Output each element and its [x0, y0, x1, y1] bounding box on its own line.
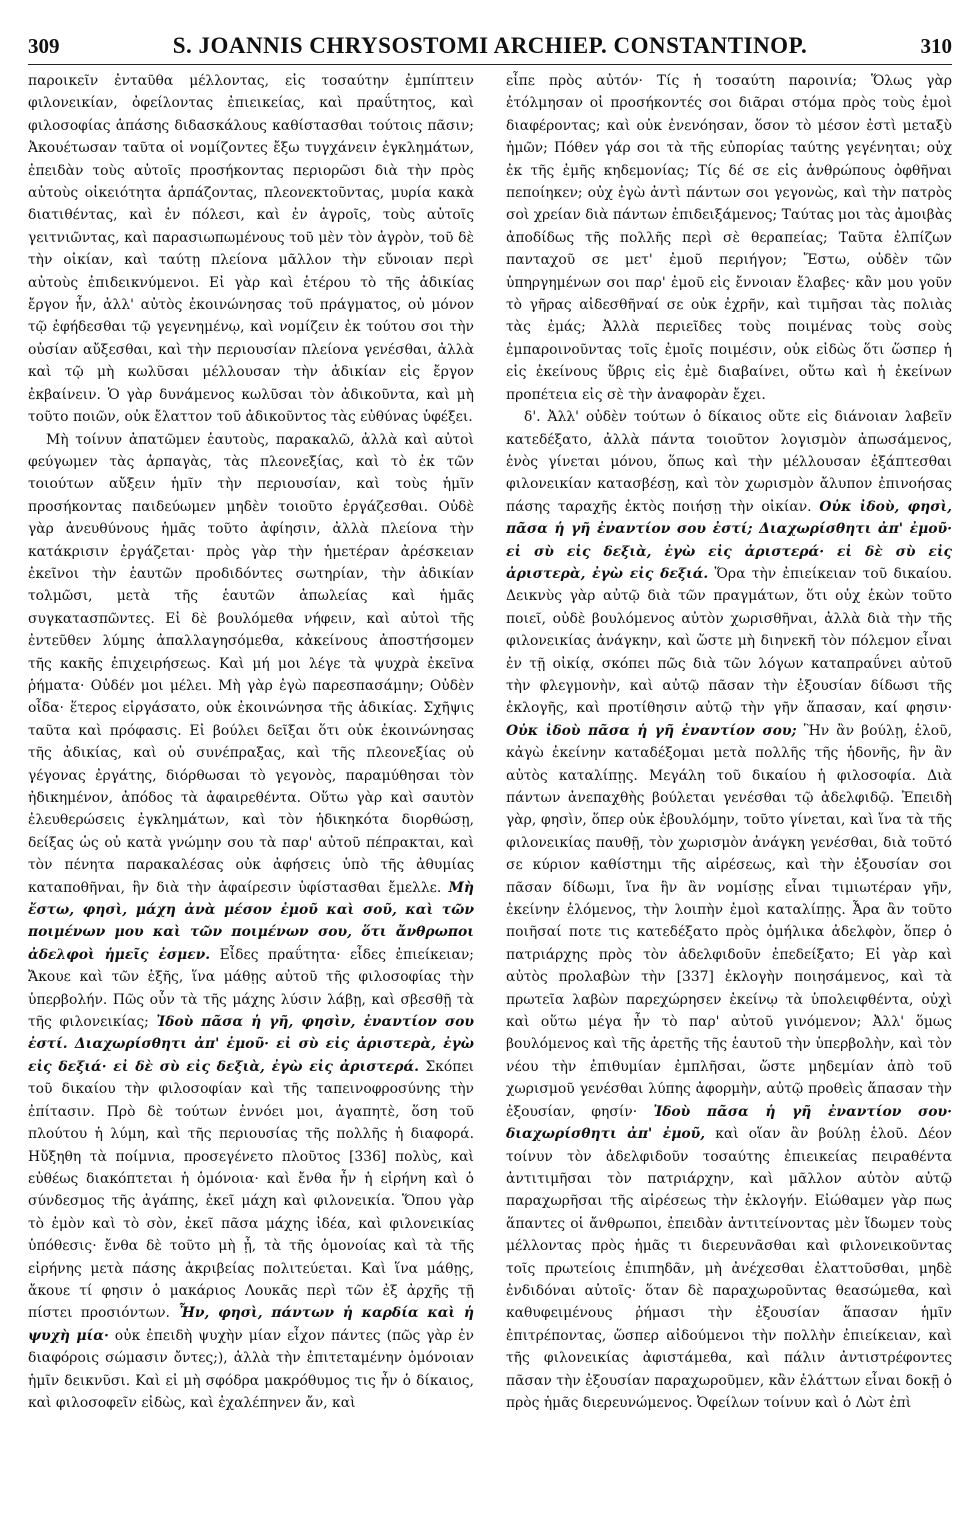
paragraph	[506, 406, 952, 1414]
text-run: δ'. Ἀλλ' οὐδὲν τούτων ὁ δίκαιος οὔτε εἰς διάνοιαν λαβεῖν κατεδέξατο, ἀλλὰ πάντα τοιοῦτον λογισμὸν ἀπωσάμενος, ἑνὸς γίνεται μόνου, ὅπως καὶ τὴν μέλλουσαν ἐξάπτεσθαι φιλονεικίαν κατασβέσῃ, καὶ τὸν χωρισμὸν ἄλυπον ἐπινοήσας πάσης ταραχῆς ἐκτὸς ποιήσῃ τὴν οἰκίαν.	[506, 409, 952, 515]
scripture-quote: Ἦν, φησὶ, πάντων ἡ καρδία καὶ ἡ ψυχὴ μία·	[28, 1305, 474, 1344]
scripture-quote: Οὐκ ἰδοὺ, φησὶ, πᾶσα ἡ γῆ ἐναντίον σου ἐστί; Διαχωρίσθητι ἀπ' ἐμοῦ· εἰ σὺ εἰς δεξιὰ, ἐγὼ εἰς ἀριστερά· εἰ δὲ σὺ εἰς ἀριστερὰ, ἐγὼ εἰς δεξιά.	[506, 498, 952, 582]
paragraph-continued	[506, 70, 952, 406]
right-column	[506, 70, 952, 1520]
page-number-left: 309	[28, 33, 60, 58]
page-number-right: 310	[920, 33, 952, 58]
text-run: οὐκ ἐπειδὴ ψυχὴν μίαν εἶχον πάντες (πῶς γὰρ ἐν διαφόροις σώμασιν ὄντες;), ἀλλὰ τὴν ἐπιτεταμένην ὁμόνοιαν ἡμῖν δεικνῦσι. Καὶ εἰ μὴ σφόδρα μακρόθυμος τις ἦν ὁ δίκαιος, καὶ φιλοσοφεῖν εἰδὼς, καὶ ἐχαλέπηνεν ἄν, καὶ	[28, 1327, 474, 1411]
paragraph	[28, 429, 474, 1415]
scripture-quote: Ἰδοὺ πᾶσα ἡ γῆ ἐναντίον σου· διαχωρίσθητι ἀπ' ἐμοῦ,	[506, 1103, 952, 1143]
text-run: Ἣν ἂν βούλῃ, ἑλοῦ, κἀγὼ ἐκείνην καταδέξομαι μετὰ πολλῆς τῆς ἡδονῆς, ἣν ἂν αὐτὸς καταλίπῃς. Μεγάλη τοῦ δικαίου ἡ φιλοσοφία. Διὰ πάντων ἀνεπαχθὴς βούλεται γενέσθαι τῷ ἀδελφιδῷ. Ἐπειδὴ γὰρ, φησὶν, ὅπερ οὐκ ἐβουλόμην, τοῦτο γίνεται, καὶ ἵνα τὰ τῆς φιλονεικίας παυθῇ, τὸν χωρισμὸν ἀνάγκη γενέσθαι, διὰ τοῦτό σε κύριον καθίστημι τῆς αἱρέσεως, καὶ τὴν ἐξουσίαν σοι πᾶσαν δίδωμι, ἵνα ἣν ἂν νομίσῃς εἶναι τιμιωτέραν γῆν, ἐκείνην ἑλόμενος, τὴν λοιπὴν ἐμοὶ καταλίπῃς. Ἆρα ἂν τοῦτο ποιῆσαί ποτε τις κατεδέξατο πρὸς ὁμήλικα ἀδελφὸν, ὅπερ ὁ πατριάρχης πρὸς τὸν ἀδελφιδοῦν ἐπεδείξατο; Εἰ γὰρ καὶ αὐτὸς προλαβὼν τὴν [337] ἐκλογὴν ποιησάμενος, καὶ τὰ πρωτεῖα λαβὼν παρεχώρησεν ἐκείνῳ τὰ ὑπολειφθέντα, οὐχὶ καὶ οὕτω μέγα ἦν τὸ παρ' αὐτοῦ γινόμενον; Ἀλλ' ὅμως βουλόμενος καὶ τῆς ἀρετῆς τῆς ἑαυτοῦ τὴν ὑπερβολὴν, καὶ τὸν νέου τὴν ἐπιθυμίαν ἐμπλῆσαι, ὥστε μηδεμίαν ἀπὸ τοῦ χωρισμοῦ γενέσθαι λύπης ἀφορμὴν, αὐτῷ προθεὶς ἅπασαν τὴν ἐξουσίαν, φησίν·	[506, 722, 952, 1120]
text-run: παροικεῖν ἐνταῦθα μέλλοντας, εἰς τοσαύτην ἐμπίπτειν φιλονεικίαν, ὀφείλοντας ἐπιεικείας, καὶ πραΰτητος, καὶ φιλοσοφίας ἁπάσης διδασκάλους καθίστασθαι τούτοις πᾶσιν; Ἀκουέτωσαν ταῦτα οἱ νομίζοντες ἔξω τυγχάνειν ἐγκλημάτων, ἐπειδὰν τοὺς αὐτοῖς προσήκοντας περιορῶσι διὰ τὴν πρὸς αὐτοὺς οἰκειότητα ἁρπάζοντας, πλεονεκτοῦντας, μυρία κακὰ διατιθέντας, καὶ ἐν πόλεσι, καὶ ἐν ἀγροῖς, τοὺς αὐτοῖς γειτνιῶντας, καὶ παρασιωπωμένους τοῦ μὲν τὸν ἀγρὸν, τοῦ δὲ τὴν οἰκίαν, καὶ ταύτῃ πλείονα μᾶλλον τὴν εὔνοιαν περὶ αὐτοὺς ἐπιδεικνύμενοι. Εἰ γὰρ καὶ ἑτέρου τὸ τῆς ἀδικίας ἔργον ἦν, ἀλλ' αὐτὸς ἐκοινώνησας τοῦ πράγματος, οὐ μόνον τῷ ἐφήδεσθαι τῷ γεγενημένῳ, καὶ νομίζειν ἐκ τούτου σοι τὴν οὐσίαν αὔξεσθαι, καὶ τὴν περιουσίαν πλείονα γενέσθαι, ἀλλὰ καὶ τῷ μὴ κωλῦσαι μέλλουσαν τὴν ἀδικίαν εἰς ἔργον ἐκβαίνειν. Ὁ γὰρ δυνάμενος κωλῦσαι τὸν ἀδικοῦντα, καὶ μὴ τοῦτο ποιῶν, οὐκ ἔλαττον τοῦ ἀδικοῦντος τὰς εὐθύνας ὑφέξει.	[28, 73, 474, 426]
text-run: Ὅρα τὴν ἐπιείκειαν τοῦ δικαίου. Δεικνὺς γὰρ αὐτῷ διὰ τῶν πραγμάτων, ὅτι οὐχ ἑκὼν τοῦτο ποιεῖ, οὐδὲ βουλόμενος αὐτὸν χωρισθῆναι, ἀλλὰ διὰ τὴν τῆς φιλονεικίας ἀνάγκην, καὶ ὥστε μὴ διηνεκῆ τὸν πόλεμον εἶναι ἐν τῇ οἰκίᾳ, σκόπει πῶς διὰ τῶν λόγων καταπραΰνει αὐτοῦ τὴν φλεγμονὴν, καὶ αὐτῷ πᾶσαν τὴν ἐξουσίαν δίδωσι τῆς ἐκλογῆς, καὶ προτίθησιν αὐτῷ τὴν γῆν ἅπασαν, καί φησιν·	[506, 565, 952, 717]
running-title: S. JOANNIS CHRYSOSTOMI ARCHIEP. CONSTANTINOP.	[172, 33, 808, 58]
scripture-quote: Ἰδοὺ πᾶσα ἡ γῆ, φησὶν, ἐναντίον σου ἐστί. Διαχωρίσθητι ἀπ' ἐμοῦ· εἰ σὺ εἰς ἀριστερὰ, ἐγὼ εἰς δεξιά· εἰ δὲ σὺ εἰς δεξιὰ, ἐγὼ εἰς ἀριστερά.	[28, 1014, 474, 1075]
text-run: Σκόπει τοῦ δικαίου τὴν φιλοσοφίαν καὶ τῆς ταπεινοφροσύνης τὴν ἐπίτασιν. Πρὸ δὲ τούτων ἐννόει μοι, ἀγαπητὲ, ὅση τοῦ πλούτου ἡ λύμη, καὶ τῆς περιουσίας τῆς πολλῆς ἡ διαφορά. Ηὔξηθη τὰ ποίμνια, προσεγένετο πλοῦτος [336] πολὺς, καὶ εὐθέως διακόπτεται ἡ ὁμόνοια· καὶ ἔνθα ἦν ἡ εἰρήνη καὶ ὁ σύνδεσμος τῆς ἀγάπης, ἐκεῖ μάχη καὶ φιλονεικία. Ὅπου γὰρ τὸ ἐμὸν καὶ τὸ σὸν, ἐκεῖ πᾶσα μάχης ἰδέα, καὶ φιλονεικίας ὑπόθεσις· ἔνθα δὲ τοῦτο μὴ ᾖ, τὰ τῆς ὁμονοίας καὶ τὰ τῆς εἰρήνης μετὰ πάσης ἀκριβείας πολιτεύεται. Καὶ ἵνα μάθῃς, ἄκουε τί φησιν ὁ μακάριος Λουκᾶς περὶ τῶν ἐξ ἀρχῆς τῇ πίστει προσιόντων.	[28, 1058, 474, 1322]
text-run: καὶ οἵαν ἂν βούλῃ ἑλοῦ. Δέον τοίνυν τὸν ἀδελφιδοῦν τοσαύτης ἐπιεικείας πειραθέντα ἀντιτιμῆσαι τὸν πατριάρχην, καὶ μᾶλλον αὐτὸν αὐτῷ παραχωρῆσαι τῆς αἱρέσεως τὴν ἐκλογήν. Εἰώθαμεν γὰρ πως ἅπαντες οἱ ἄνθρωποι, ἐπειδὰν ἀντιτείνοντας μὲν ἴδωμεν τοὺς μέλλοντας πρὸς ἡμᾶς τι διερευνᾶσθαι καὶ φιλονεικοῦντας τοῖς πρωτείοις ἐπιπηδᾶν, μὴ ἀνέχεσθαι ἐλαττοῦσθαι, μηδὲ ἐνδιδόναι αὐτοῖς· ὅταν δὲ παραχωροῦντας θεασώμεθα, καὶ καθυφειμένους ῥήμασι τὴν ἐξουσίαν ἅπασαν ἡμῖν ἐπιτρέποντας, ὥσπερ αἰδούμενοι τὴν πολλὴν ἐπιείκειαν, καὶ τῆς φιλονεικίας ἀφιστάμεθα, καὶ πάλιν ἀντιστρέφοντες πᾶσαν τὴν ἐξουσίαν παραχωροῦμεν, κἂν ἐλάττων εἶναι δοκῇ ὁ πρὸς ἡμᾶς διερευνώμενος. Ὀφείλων τοίνυν καὶ ὁ Λὼτ ἐπὶ	[506, 1126, 952, 1411]
text-run: Εἶδες πραΰτητα· εἶδες ἐπιείκειαν; Ἄκουε καὶ τῶν ἑξῆς, ἵνα μάθῃς αὐτοῦ τῆς φιλοσοφίας τὴν ὑπερβολήν. Πῶς οὖν τὰ τῆς μάχης λύσιν λάβῃ, καὶ σβεσθῇ τὰ τῆς φιλονεικίας;	[28, 946, 474, 1031]
header-rule	[28, 64, 952, 65]
left-column	[28, 70, 474, 1520]
text-run: εἶπε πρὸς αὐτόν· Τίς ἡ τοσαύτη παροινία; Ὅλως γὰρ ἐτόλμησαν οἱ προσήκοντές σοι διᾶραι στόμα πρὸς τοὺς ἐμοὶ διαφέροντας; καὶ οὐκ ἐνενόησαν, ὅσον τὸ μέσον ἐστὶ μεταξὺ ἡμῶν; Πόθεν γάρ σοι τὰ τῆς εὐπορίας ταύτης γεγένηται; οὐχ ἐκ τῆς ἐμῆς κηδεμονίας; Τίς δέ σε εἰς ἀνθρώπους ὀφθῆναι πεποίηκεν; οὐχ ἐγὼ ἀντὶ πάντων σοι γεγονὼς, καὶ τὴν πατρὸς σοὶ χρείαν διὰ πάντων ἐπιδειξάμενος; Ταύτας μοι τὰς ἀμοιβὰς ἀποδίδως τῆς πολλῆς περὶ σὲ θεραπείας; Ταῦτα ἐλπίζων πανταχοῦ σε μετ' ἐμοῦ περιήγον; Ἔστω, οὐδὲν τῶν ὑπηργημένων σοι παρ' ἐμοῦ εἰς ἔννοιαν ἔλαβες· κἂν μου γοῦν τὸ γῆρας αἰδεσθῆναί σε οὐκ ἐχρῆν, καὶ τιμῆσαι τὰς πολιὰς τὰς ἐμάς; Ἀλλὰ περιεῖδες τοὺς ποιμένας τοὺς σοὺς ἐμπαροινοῦντας τοῖς ἐμοῖς ποιμέσιν, οὐκ εἰδὼς ὅτι ὥσπερ ἡ εἰς ἐκείνους ὕβρις εἰς ἐμὲ διαβαίνει, οὕτω καὶ ἡ ἐκείνων προπέτεια εἰς σὲ τὴν ἀναφορὰν ἔχει.	[506, 73, 952, 403]
scripture-quote: Οὐκ ἰδοὺ πᾶσα ἡ γῆ ἐναντίον σου;	[506, 722, 797, 739]
running-header	[28, 30, 952, 62]
text-run: Μὴ τοίνυν ἀπατῶμεν ἑαυτοὺς, παρακαλῶ, ἀλλὰ καὶ αὐτοὶ φεύγωμεν τὰς ἁρπαγὰς, τὰς πλεονεξίας, καὶ τὸ ἐκ τῶν τοιούτων αὔξειν ἡμῖν τὴν περιουσίαν, καὶ τοὺς ἡμῖν προσήκοντας παιδεύωμεν μηδὲν τοιοῦτο ἐργάζεσθαι. Οὐδὲ γὰρ ἀνευθύνους ἡμᾶς τοῦτο ἀφίησιν, ἀλλὰ πλείονα τὴν κατάκρισιν ἐργάζεται· πρὸς γὰρ τὴν ἡμετέραν ἀρέσκειαν ἐκεῖνοι τὴν ἑαυτῶν προδιδόντες σωτηρίαν, τὴν ἀδικίαν τολμῶσι, μετὰ τῆς ἑαυτῶν ἀπωλείας καὶ ἡμᾶς συγκατασπῶντες. Εἰ δὲ βουλόμεθα νήφειν, καὶ αὐτοὶ τῆς ἐντεῦθεν λύμης ἀπαλλαγησόμεθα, κἀκείνους ἀποστήσομεν τῆς κακῆς ἐπιχειρήσεως. Καὶ μή μοι λέγε τὰ ψυχρὰ ἐκεῖνα ῥήματα· Οὐδέν μοι μέλει. Μὴ γὰρ ἐγὼ παρεσπασάμην; Οὐδὲν οἶδα· ἕτερος εἰργάσατο, οὐκ ἐκοινώνησα τῆς ἀδικίας. Σχῆψις ταῦτα καὶ πρόφασις. Εἰ βούλει δεῖξαι ὅτι οὐκ ἐκοινώνησας τῆς ἀδικίας, καὶ οὐ συνέπραξας, καὶ τῆς πλεονεξίας οὐ γέγονας ἐργάτης, διόρθωσαι τὸ γεγονὸς, παραμύθησαι τὸν ἠδικημένον, ἀπόδος τὰ ἀφαιρεθέντα. Οὕτω γὰρ καὶ σαυτὸν ἐλευθερώσεις ἐγκλημάτων, καὶ τὸν ἡδικηκότα διορθώσῃ, δείξας ὡς οὐ κατὰ γνώμην σου τὰ παρ' αὐτοῦ πέπρακται, καὶ τὸν πένητα παρακαλέσας οὐκ ἀφήσεις ὑπὸ τῆς ἀθυμίας καταποθῆναι, ἣν διὰ τὴν ἀφαίρεσιν ὑφίστασθαι ἔμελλε.	[28, 431, 474, 896]
paragraph-continued	[28, 70, 474, 429]
scripture-quote: Μὴ ἔστω, φησὶ, μάχη ἀνὰ μέσον ἐμοῦ καὶ σοῦ, καὶ τῶν ποιμένων μου καὶ τῶν ποιμένων σου, ὅτι ἄνθρωποι ἀδελφοὶ ἡμεῖς ἐσμεν.	[28, 879, 474, 963]
